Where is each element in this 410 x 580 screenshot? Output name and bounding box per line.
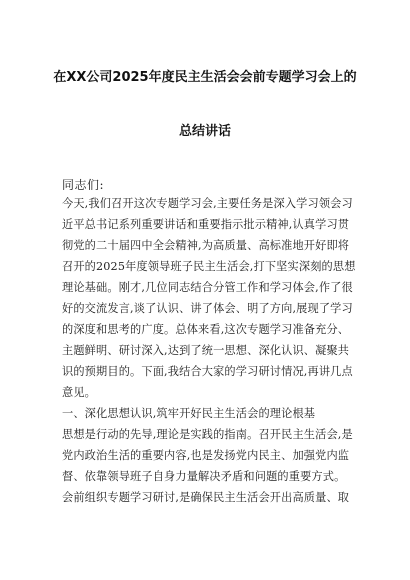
document-title-line-1: 在XX公司2025年度民主生活会会前专题学习会上的 <box>53 70 357 85</box>
body-line: 理论基础。刚才,几位同志结合分管工作和学习体会,作了很 <box>62 281 353 294</box>
body-line: 主题鲜明、研讨深入,达到了统一思想、深化认识、凝聚共 <box>62 344 350 357</box>
body-line: 好的交流发言,谈了认识、讲了体会、明了方向,展现了学习 <box>62 302 353 315</box>
body-line: 今天,我们召开这次专题学习会,主要任务是深入学习领会习 <box>62 197 353 210</box>
body-line: 会前组织专题学习研讨,是确保民主生活会开出高质量、取 <box>62 491 350 504</box>
body-line: 督、依靠领导班子自身力量解决矛盾和问题的重要方式。 <box>62 470 346 483</box>
body-line: 识的预期目的。下面,我结合大家的学习研讨情况,再讲几点 <box>62 365 353 378</box>
body-line: 意见。 <box>62 386 97 399</box>
body-line: 党内政治生活的重要内容,也是发扬党内民主、加强党内监 <box>62 449 350 462</box>
salutation: 同志们: <box>62 178 105 192</box>
body-line: 彻党的二十届四中全会精神,为高质量、高标准地开好即将 <box>62 239 350 252</box>
body-line: 思想是行动的先导,理论是实践的指南。召开民主生活会,是 <box>62 428 353 441</box>
body-line: 近平总书记系列重要讲话和重要指示批示精神,认真学习贯 <box>62 218 350 231</box>
body-line: 召开的2025年度领导班子民主生活会,打下坚实深刻的思想 <box>62 260 356 273</box>
section-heading: 一、深化思想认识,筑牢开好民主生活会的理论根基 <box>62 407 316 420</box>
body-line: 的深度和思考的广度。总体来看,这次专题学习准备充分、 <box>62 323 350 336</box>
document-title-line-2: 总结讲话 <box>178 124 231 139</box>
